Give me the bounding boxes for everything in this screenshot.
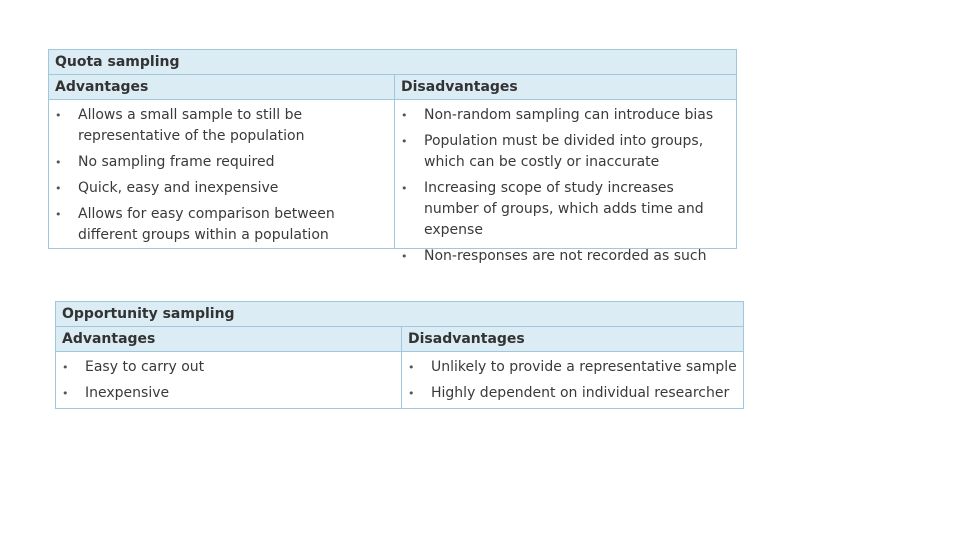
- bullet-icon: •: [55, 208, 62, 221]
- opportunity-table-title: Opportunity sampling: [56, 302, 743, 327]
- quota-advantages-cell: [49, 100, 395, 248]
- opportunity-advantage-text: Inexpensive: [85, 385, 170, 401]
- list-item: [395, 246, 736, 267]
- opportunity-disadvantage-text: Unlikely to provide a representative sample: [431, 359, 737, 375]
- opportunity-disadvantages-cell: [402, 352, 743, 408]
- opportunity-advantages-cell: [56, 352, 402, 408]
- list-item: [49, 105, 394, 147]
- quota-body-row: [49, 100, 736, 264]
- quota-disadvantage-text: Non-random sampling can introduce bias: [424, 107, 714, 123]
- bullet-icon: •: [401, 182, 408, 195]
- bullet-icon: •: [408, 387, 415, 400]
- opportunity-sampling-table: [55, 301, 744, 409]
- quota-advantage-text: Allows a small sample to still be representative of the population: [78, 107, 305, 144]
- quota-disadvantage-text: Non-responses are not recorded as such: [424, 248, 707, 264]
- quota-disadvantage-text: Increasing scope of study increases number of groups, which adds time and expense: [424, 180, 704, 238]
- quota-advantage-text: No sampling frame required: [78, 154, 275, 170]
- opportunity-disadvantages-list: [402, 357, 743, 404]
- list-item: [56, 357, 401, 378]
- quota-disadvantages-cell: [395, 100, 736, 264]
- bullet-icon: •: [62, 387, 69, 400]
- bullet-icon: •: [401, 109, 408, 122]
- bullet-icon: •: [55, 156, 62, 169]
- opportunity-disadvantages-header: Disadvantages: [408, 331, 525, 347]
- list-item: [395, 105, 736, 126]
- list-item: [395, 178, 736, 241]
- opportunity-advantages-list: [56, 357, 401, 404]
- bullet-icon: •: [408, 361, 415, 374]
- list-item: [49, 178, 394, 199]
- bullet-icon: •: [401, 135, 408, 148]
- quota-table-title: Quota sampling: [49, 50, 736, 75]
- list-item: [56, 383, 401, 404]
- quota-advantages-header: Advantages: [49, 75, 395, 99]
- quota-disadvantages-header: Disadvantages: [401, 79, 518, 95]
- list-item: [49, 152, 394, 173]
- quota-advantage-text: Quick, easy and inexpensive: [78, 180, 279, 196]
- quota-sampling-table: [48, 49, 737, 264]
- quota-advantage-text: Allows for easy comparison between different groups within a population: [78, 206, 335, 243]
- opportunity-advantages-header: Advantages: [56, 327, 402, 351]
- bullet-icon: •: [401, 250, 408, 263]
- bullet-icon: •: [55, 109, 62, 122]
- opportunity-disadvantage-text: Highly dependent on individual researcher: [431, 385, 730, 401]
- quota-disadvantage-text: Population must be divided into groups, which can be costly or inaccurate: [424, 133, 704, 170]
- list-item: [49, 204, 394, 246]
- list-item: [402, 383, 743, 404]
- bullet-icon: •: [55, 182, 62, 195]
- quota-header-row: [49, 75, 736, 100]
- opportunity-advantage-text: Easy to carry out: [85, 359, 205, 375]
- bullet-icon: •: [62, 361, 69, 374]
- list-item: [395, 131, 736, 173]
- opportunity-body-row: [56, 352, 743, 408]
- opportunity-header-row: [56, 327, 743, 352]
- quota-disadvantages-list: [395, 105, 736, 267]
- list-item: [402, 357, 743, 378]
- quota-advantages-list: [49, 105, 394, 246]
